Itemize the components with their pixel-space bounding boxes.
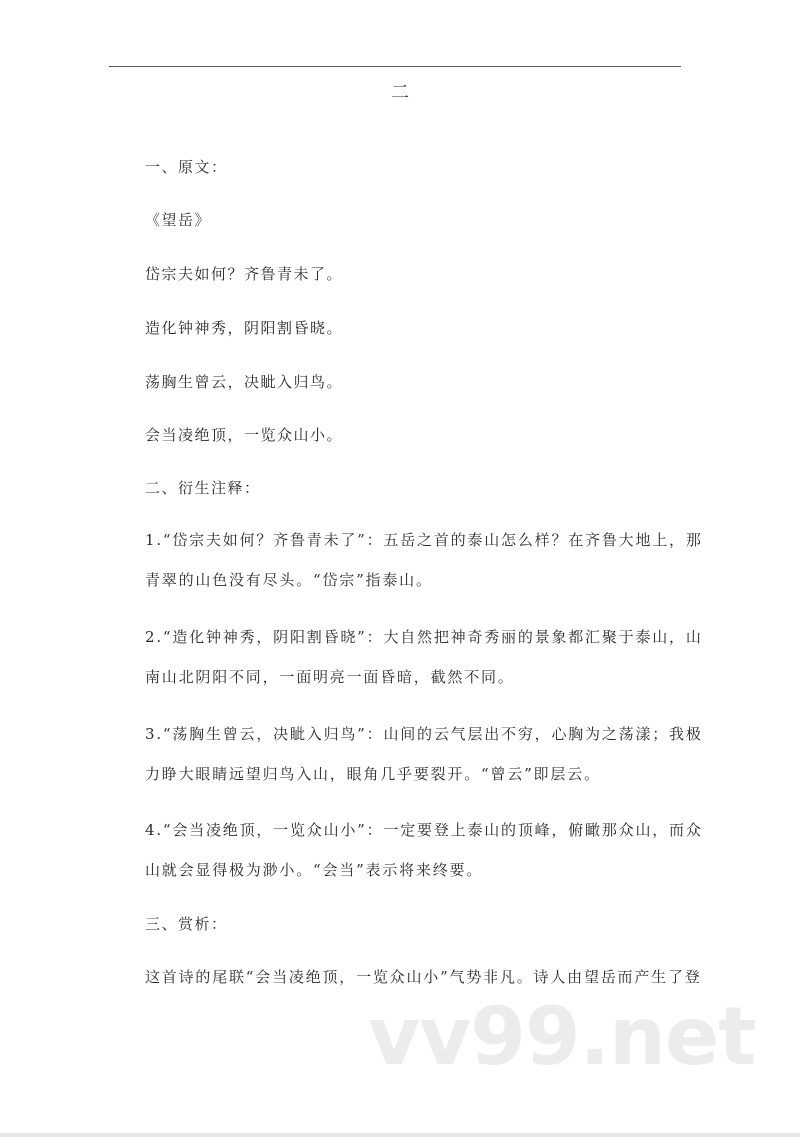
note-4-line-2: 山就会显得极为渺小。“会当”表示将来终要。 (145, 861, 484, 879)
note-paragraph-3 (145, 724, 703, 804)
poem-line-1: 岱宗夫如何？齐鲁青未了。 (145, 265, 344, 283)
appreciation-text: 这首诗的尾联“会当凌绝顶，一览众山小”气势非凡。诗人由望岳而产生了登 (145, 968, 702, 986)
note-paragraph-4 (145, 820, 703, 900)
header-rule (109, 66, 681, 67)
section-heading-notes: 二、衍生注释： (145, 479, 261, 497)
note-paragraph-2 (145, 627, 703, 707)
section-heading-original: 一、原文： (145, 158, 228, 176)
note-4-line-1: 4.“会当凌绝顶，一览众山小”：一定要登上泰山的顶峰，俯瞰那众山，而众 (145, 821, 703, 839)
note-3-line-2: 力睁大眼睛远望归鸟入山，眼角几乎要裂开。“曾云”即层云。 (145, 765, 601, 783)
page-number: 二 (391, 82, 409, 103)
note-paragraph-1 (145, 530, 703, 610)
watermark: vv99.net (368, 990, 756, 1083)
page-bottom-edge (0, 1133, 800, 1137)
poem-title: 《望岳》 (145, 211, 212, 229)
section-heading-appreciation: 三、赏析： (145, 915, 228, 933)
note-2-line-1: 2.“造化钟神秀，阴阳割昏晓”：大自然把神奇秀丽的景象都汇聚于泰山，山 (145, 628, 703, 646)
note-1-line-1: 1.“岱宗夫如何？齐鲁青未了”：五岳之首的泰山怎么样？在齐鲁大地上，那 (145, 531, 703, 549)
note-3-line-1: 3.“荡胸生曾云，决眦入归鸟”：山间的云气层出不穷，心胸为之荡漾；我极 (145, 725, 703, 743)
poem-line-2: 造化钟神秀，阴阳割昏晓。 (145, 319, 344, 337)
note-2-line-2: 南山北阴阳不同，一面明亮一面昏暗，截然不同。 (145, 668, 515, 686)
poem-line-4: 会当凌绝顶，一览众山小。 (145, 426, 344, 444)
note-1-line-2: 青翠的山色没有尽头。“岱宗”指泰山。 (145, 571, 433, 589)
poem-line-3: 荡胸生曾云，决眦入归鸟。 (145, 373, 344, 391)
